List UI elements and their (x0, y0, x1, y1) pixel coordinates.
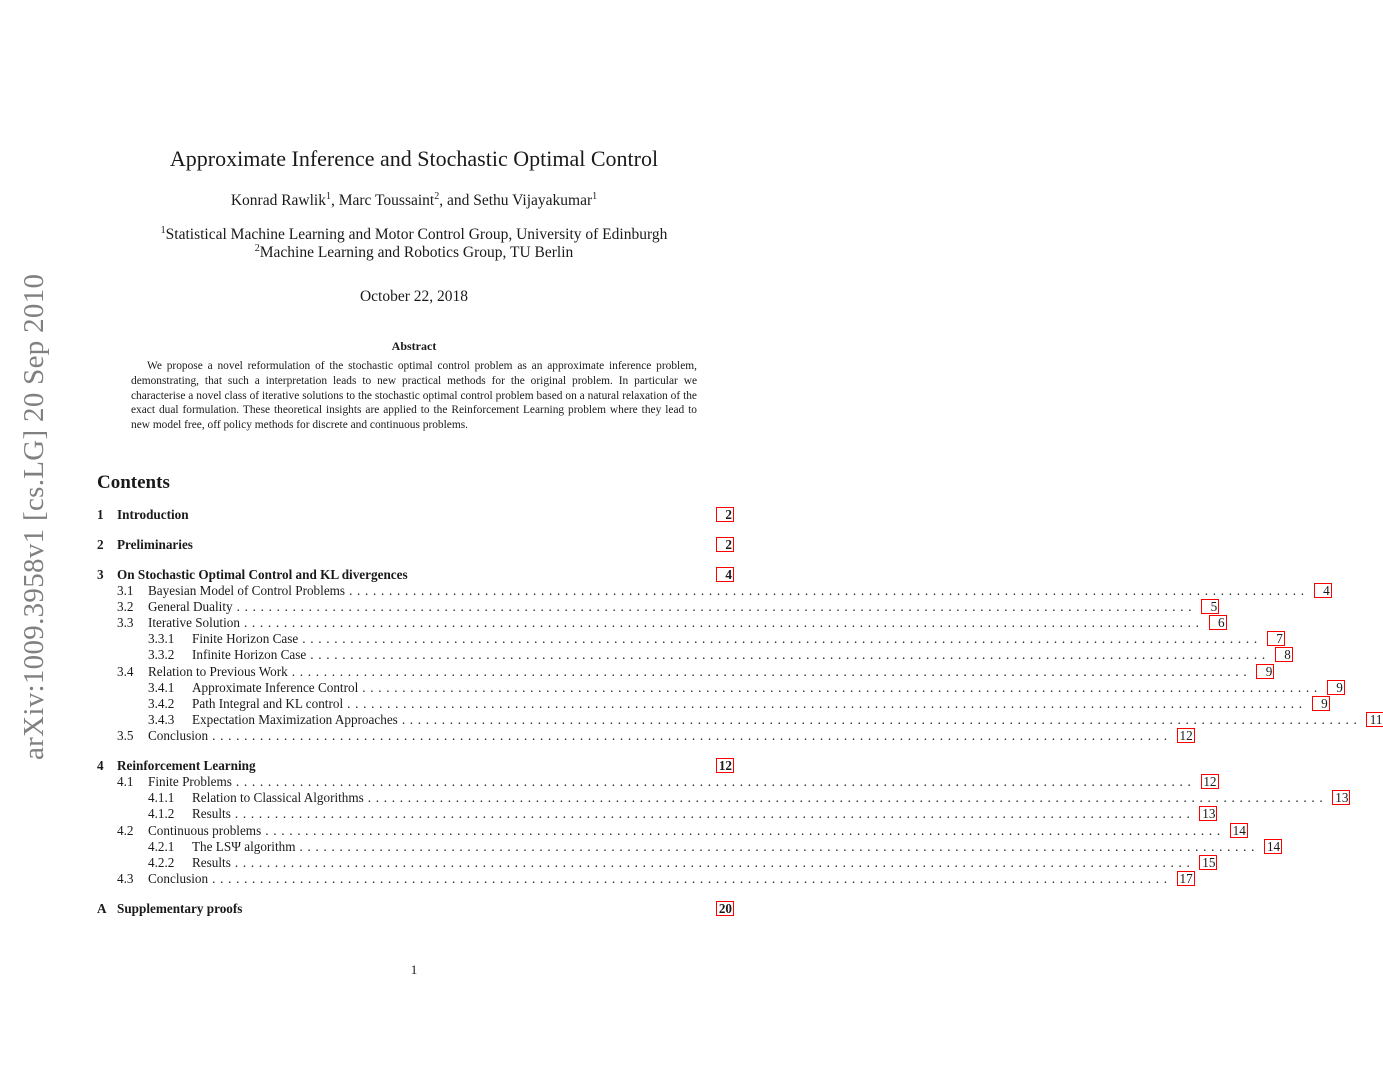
page-number: 1 (410, 962, 418, 977)
toc-dot-leader: ........................................................................................................................ (299, 839, 1260, 854)
toc-page-link[interactable]: 14 (1266, 839, 1281, 854)
toc-page-link[interactable]: 8 (1276, 648, 1292, 661)
affiliation-text: Machine Learning and Robotics Group, TU Berlin (259, 244, 574, 261)
toc-dot-leader: ........................................................................................................................ (234, 806, 1195, 821)
toc-page-link[interactable]: 9 (1313, 697, 1329, 710)
toc-page-link[interactable]: 7 (1268, 632, 1284, 645)
contents-heading: Contents (97, 472, 170, 493)
toc-entry-number: A (97, 901, 107, 916)
toc-entry[interactable] (97, 696, 1328, 712)
toc-entry[interactable] (97, 507, 733, 523)
toc-entry-number: 3 (97, 567, 104, 582)
toc-entry[interactable] (97, 823, 1246, 839)
toc-entry[interactable] (97, 567, 733, 583)
author-affiliation-mark: 1 (592, 191, 598, 202)
toc-entry-number: 3.1 (117, 583, 134, 598)
toc-entry-number: 4.1.1 (148, 790, 175, 805)
toc-page-link[interactable]: 12 (1179, 728, 1193, 743)
toc-dot-leader: ........................................................................................................................ (234, 855, 1195, 870)
toc-entry-title[interactable]: Continuous problems (148, 823, 262, 838)
toc-page-link[interactable]: 6 (1210, 616, 1226, 629)
toc-entry[interactable] (97, 774, 1217, 790)
toc-entry[interactable] (97, 680, 1343, 696)
toc-page-link[interactable]: 12 (1203, 774, 1217, 789)
toc-entry-number: 4.1.2 (148, 806, 175, 821)
affiliation (0, 244, 828, 262)
author-name: Marc Toussaint (338, 192, 435, 209)
toc-dot-leader: ........................................................................................................................ (401, 712, 1362, 727)
toc-entry[interactable] (97, 855, 1216, 871)
toc-entry-title[interactable]: Expectation Maximization Approaches (192, 712, 398, 727)
toc-page-link[interactable]: 15 (1202, 855, 1216, 870)
toc-page-link[interactable]: 14 (1232, 823, 1246, 838)
author-affiliation-mark: 2 (434, 191, 440, 202)
toc-entry-number: 1 (97, 507, 104, 522)
toc-entry-title[interactable]: Preliminaries (117, 537, 193, 552)
toc-entry-number: 3.3.2 (148, 647, 175, 662)
toc-entry-number: 3.5 (117, 728, 134, 743)
toc-entry-title[interactable]: Relation to Previous Work (148, 664, 288, 679)
toc-entry[interactable] (97, 631, 1283, 647)
toc-dot-leader: ........................................................................................................................ (367, 790, 1328, 805)
toc-entry-title[interactable]: Infinite Horizon Case (192, 647, 307, 662)
toc-page-link[interactable]: 17 (1179, 871, 1193, 886)
toc-dot-leader: ........................................................................................................................ (362, 680, 1322, 695)
toc-entry-title[interactable]: Conclusion (148, 871, 209, 886)
toc-entry-number: 3.3.1 (148, 631, 175, 646)
toc-entry[interactable] (97, 871, 1193, 887)
arxiv-stamp: arXiv:1009.3958v1 [cs.LG] 20 Sep 2010 (18, 273, 50, 760)
toc-entry[interactable] (97, 615, 1225, 631)
toc-entry[interactable] (97, 806, 1216, 822)
toc-page-link[interactable]: 9 (1257, 665, 1273, 678)
toc-dot-leader: ........................................................................................................................ (212, 871, 1172, 886)
toc-dot-leader: ........................................................................................................................ (302, 631, 1262, 646)
toc-entry-title[interactable]: The LSΨ algorithm (192, 839, 296, 854)
affiliation-mark: 2 (254, 243, 260, 254)
affiliation-text: Statistical Machine Learning and Motor Control Group, University of Edinburgh (165, 226, 668, 243)
paper-date: October 22, 2018 (359, 288, 469, 305)
toc-entry-title[interactable]: Results (192, 806, 231, 821)
toc-page-link[interactable]: 13 (1202, 806, 1216, 821)
author-affiliation-mark: 1 (325, 191, 331, 202)
toc-entry[interactable] (97, 758, 733, 774)
toc-page-link[interactable]: 4 (1315, 584, 1331, 597)
toc-entry-number: 3.2 (117, 599, 134, 614)
paper-title: Approximate Inference and Stochastic Optimal Control (169, 146, 659, 171)
author-name: Konrad Rawlik (230, 192, 326, 209)
toc-entry-title[interactable]: Finite Problems (148, 774, 232, 789)
toc-page-link[interactable]: 11 (1367, 713, 1383, 726)
toc-entry-title[interactable]: Results (192, 855, 231, 870)
toc-entry-title[interactable]: General Duality (148, 599, 233, 614)
toc-entry-title[interactable]: Reinforcement Learning (117, 758, 256, 773)
toc-entry-title[interactable]: Conclusion (148, 728, 209, 743)
toc-dot-leader: ........................................................................................................................ (243, 615, 1204, 630)
toc-page-link[interactable]: 9 (1328, 681, 1344, 694)
abstract-text: We propose a novel reformulation of the stochastic optimal control problem as an approximate inference problem, demonstrating, that such a interpretation leads to new practical methods for the original problem. In particular we characterise a novel class of iterative solutions to the stochastic optimal control problem based on a natural relaxation of the exact dual formulation. These theoretical insights are applied to the Reinforcement Learning problem where they lead to new model free, off policy methods for discrete and continuous problems. (131, 360, 697, 432)
toc-entry-number: 4.2 (117, 823, 134, 838)
toc-entry-title[interactable]: On Stochastic Optimal Control and KL divergences (117, 567, 408, 582)
toc-dot-leader: ........................................................................................................................ (291, 664, 1252, 679)
toc-page-link[interactable]: 13 (1335, 790, 1349, 805)
toc-page-link[interactable]: 2 (717, 508, 733, 521)
toc-entry[interactable] (97, 790, 1349, 806)
toc-entry[interactable] (97, 647, 1291, 663)
toc-page-link[interactable]: 20 (718, 901, 732, 916)
toc-entry-title[interactable]: Path Integral and KL control (192, 696, 344, 711)
toc-entry-title[interactable]: Introduction (117, 507, 189, 522)
toc-dot-leader: ........................................................................................................................ (236, 599, 1197, 614)
toc-entry-number: 3.4.3 (148, 712, 175, 727)
toc-page-link[interactable]: 12 (718, 758, 732, 773)
toc-entry[interactable] (97, 839, 1281, 855)
toc-dot-leader: ........................................................................................................................ (235, 774, 1196, 789)
author-list: Konrad Rawlik$^1$, Marc Toussaint$^2$, and Sethu Vijayakumar$^1$ (230, 191, 598, 209)
toc-entry-number: 3.3 (117, 615, 134, 630)
abstract-heading: Abstract (391, 339, 437, 353)
toc-entry-title[interactable]: Relation to Classical Algorithms (192, 790, 364, 805)
toc-entry-title[interactable]: Bayesian Model of Control Problems (148, 583, 346, 598)
toc-entry-number: 3.4.2 (148, 696, 175, 711)
toc-page-link[interactable]: 2 (717, 538, 733, 551)
toc-entry-number: 3.4.1 (148, 680, 175, 695)
toc-entry-title[interactable]: Iterative Solution (148, 615, 240, 630)
toc-dot-leader: ........................................................................................................................ (347, 696, 1307, 711)
affiliation-mark: 1 (160, 225, 166, 236)
toc-page-link[interactable]: 4 (717, 568, 733, 581)
toc-entry-number: 4.1 (117, 774, 134, 789)
toc-dot-leader: ........................................................................................................................ (349, 583, 1309, 598)
toc-entry-number: 4.3 (117, 871, 134, 886)
toc-entry[interactable] (97, 664, 1273, 680)
toc-page-link[interactable]: 5 (1202, 600, 1218, 613)
toc-entry[interactable] (97, 583, 1330, 599)
toc-entry-number: 4 (97, 758, 104, 773)
author-name: Sethu Vijayakumar (473, 192, 593, 209)
affiliation (0, 226, 828, 244)
toc-entry-number: 3.4 (117, 664, 134, 679)
toc-dot-leader: ........................................................................................................................ (310, 647, 1270, 662)
toc-entry-number: 2 (97, 537, 104, 552)
toc-entry[interactable] (97, 728, 1193, 744)
toc-entry-title[interactable]: Finite Horizon Case (192, 631, 299, 646)
toc-entry[interactable] (97, 599, 1218, 615)
toc-dot-leader: ........................................................................................................................ (212, 728, 1172, 743)
toc-entry[interactable] (97, 537, 733, 553)
toc-entry-title[interactable]: Approximate Inference Control (192, 680, 359, 695)
toc-entry[interactable] (97, 901, 733, 917)
toc-dot-leader: ........................................................................................................................ (265, 823, 1225, 838)
toc-entry-title[interactable]: Supplementary proofs (117, 901, 243, 916)
toc-entry-number: 4.2.2 (148, 855, 175, 870)
toc-entry-number: 4.2.1 (148, 839, 175, 854)
toc-entry[interactable] (97, 712, 1383, 728)
